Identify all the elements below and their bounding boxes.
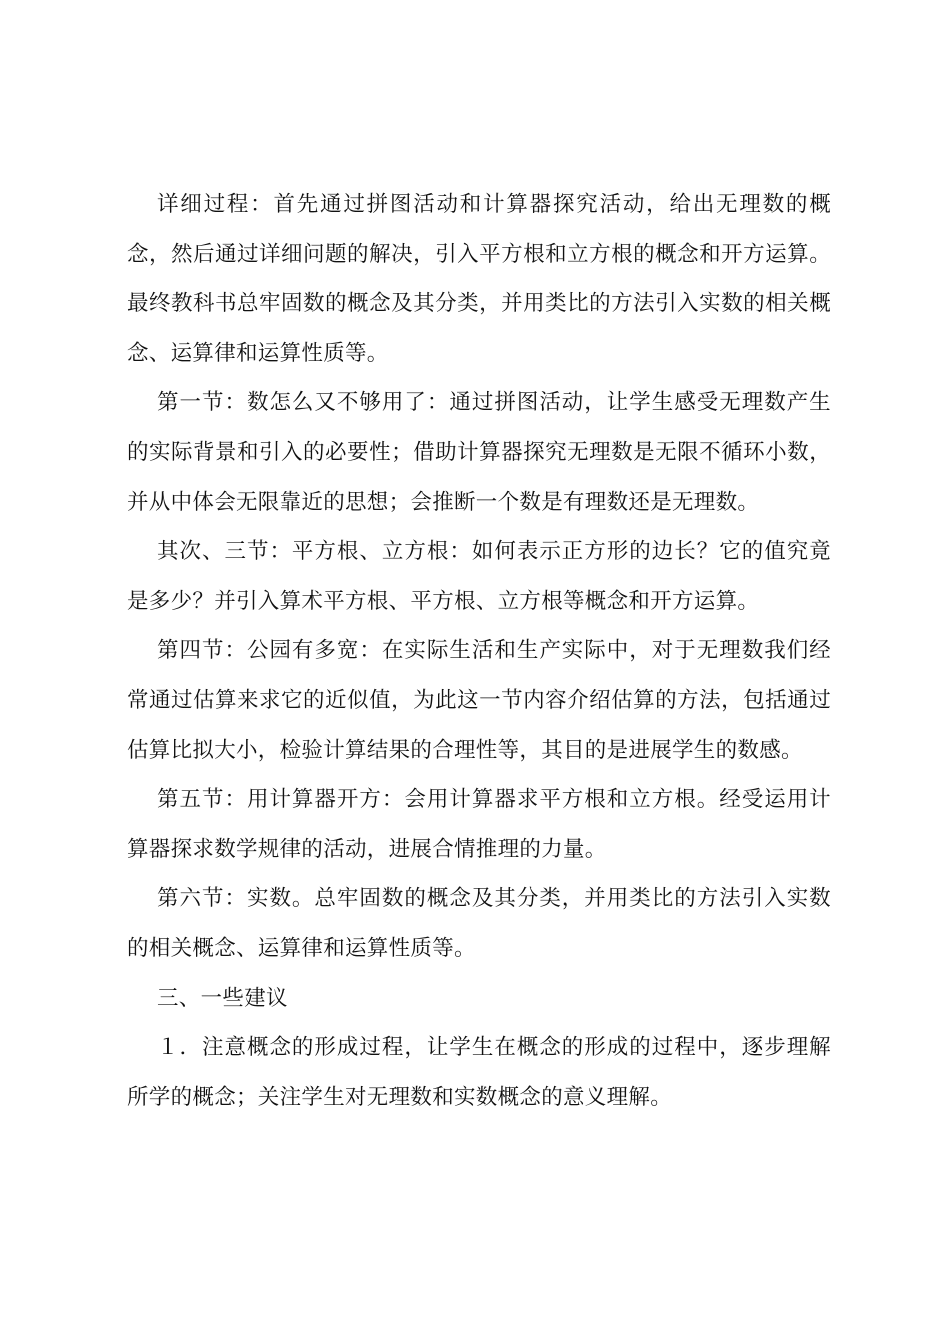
paragraph-process-overview: 详细过程：首先通过拼图活动和计算器探究活动，给出无理数的概念，然后通过详细问题的解决，引入平方根和立方根的概念和开方运算。最终教科书总牢固数的概念及其分类，并用类比的方法引入实数的相关概念、运算律和运算性质等。 [127,192,831,366]
document-body [127,180,831,1122]
heading-suggestions: 三、一些建议 [157,985,288,1011]
paragraph-section-5: 第五节：用计算器开方：会用计算器求平方根和立方根。经受运用计算器探求数学规律的活动，进展合情推理的力量。 [127,787,831,862]
paragraph-section-6: 第六节：实数。总牢固数的概念及其分类，并用类比的方法引入实数的相关概念、运算律和运算性质等。 [127,886,831,961]
paragraph-section-2-3: 其次、三节：平方根、立方根：如何表示正方形的边长？它的值究竟是多少？并引入算术平方根、平方根、立方根等概念和开方运算。 [127,539,831,614]
paragraph-suggestion-1: １．注意概念的形成过程，让学生在概念的形成的过程中，逐步理解所学的概念；关注学生对无理数和实数概念的意义理解。 [127,1035,831,1110]
paragraph-section-4: 第四节：公园有多宽：在实际生活和生产实际中，对于无理数我们经常通过估算来求它的近似值，为此这一节内容介绍估算的方法，包括通过估算比拟大小，检验计算结果的合理性等，其目的是进展学生的数感。 [127,638,831,763]
paragraph-section-1: 第一节：数怎么又不够用了：通过拼图活动，让学生感受无理数产生的实际背景和引入的必要性；借助计算器探究无理数是无限不循环小数，并从中体会无限靠近的思想；会推断一个数是有理数还是无理数。 [127,390,831,515]
